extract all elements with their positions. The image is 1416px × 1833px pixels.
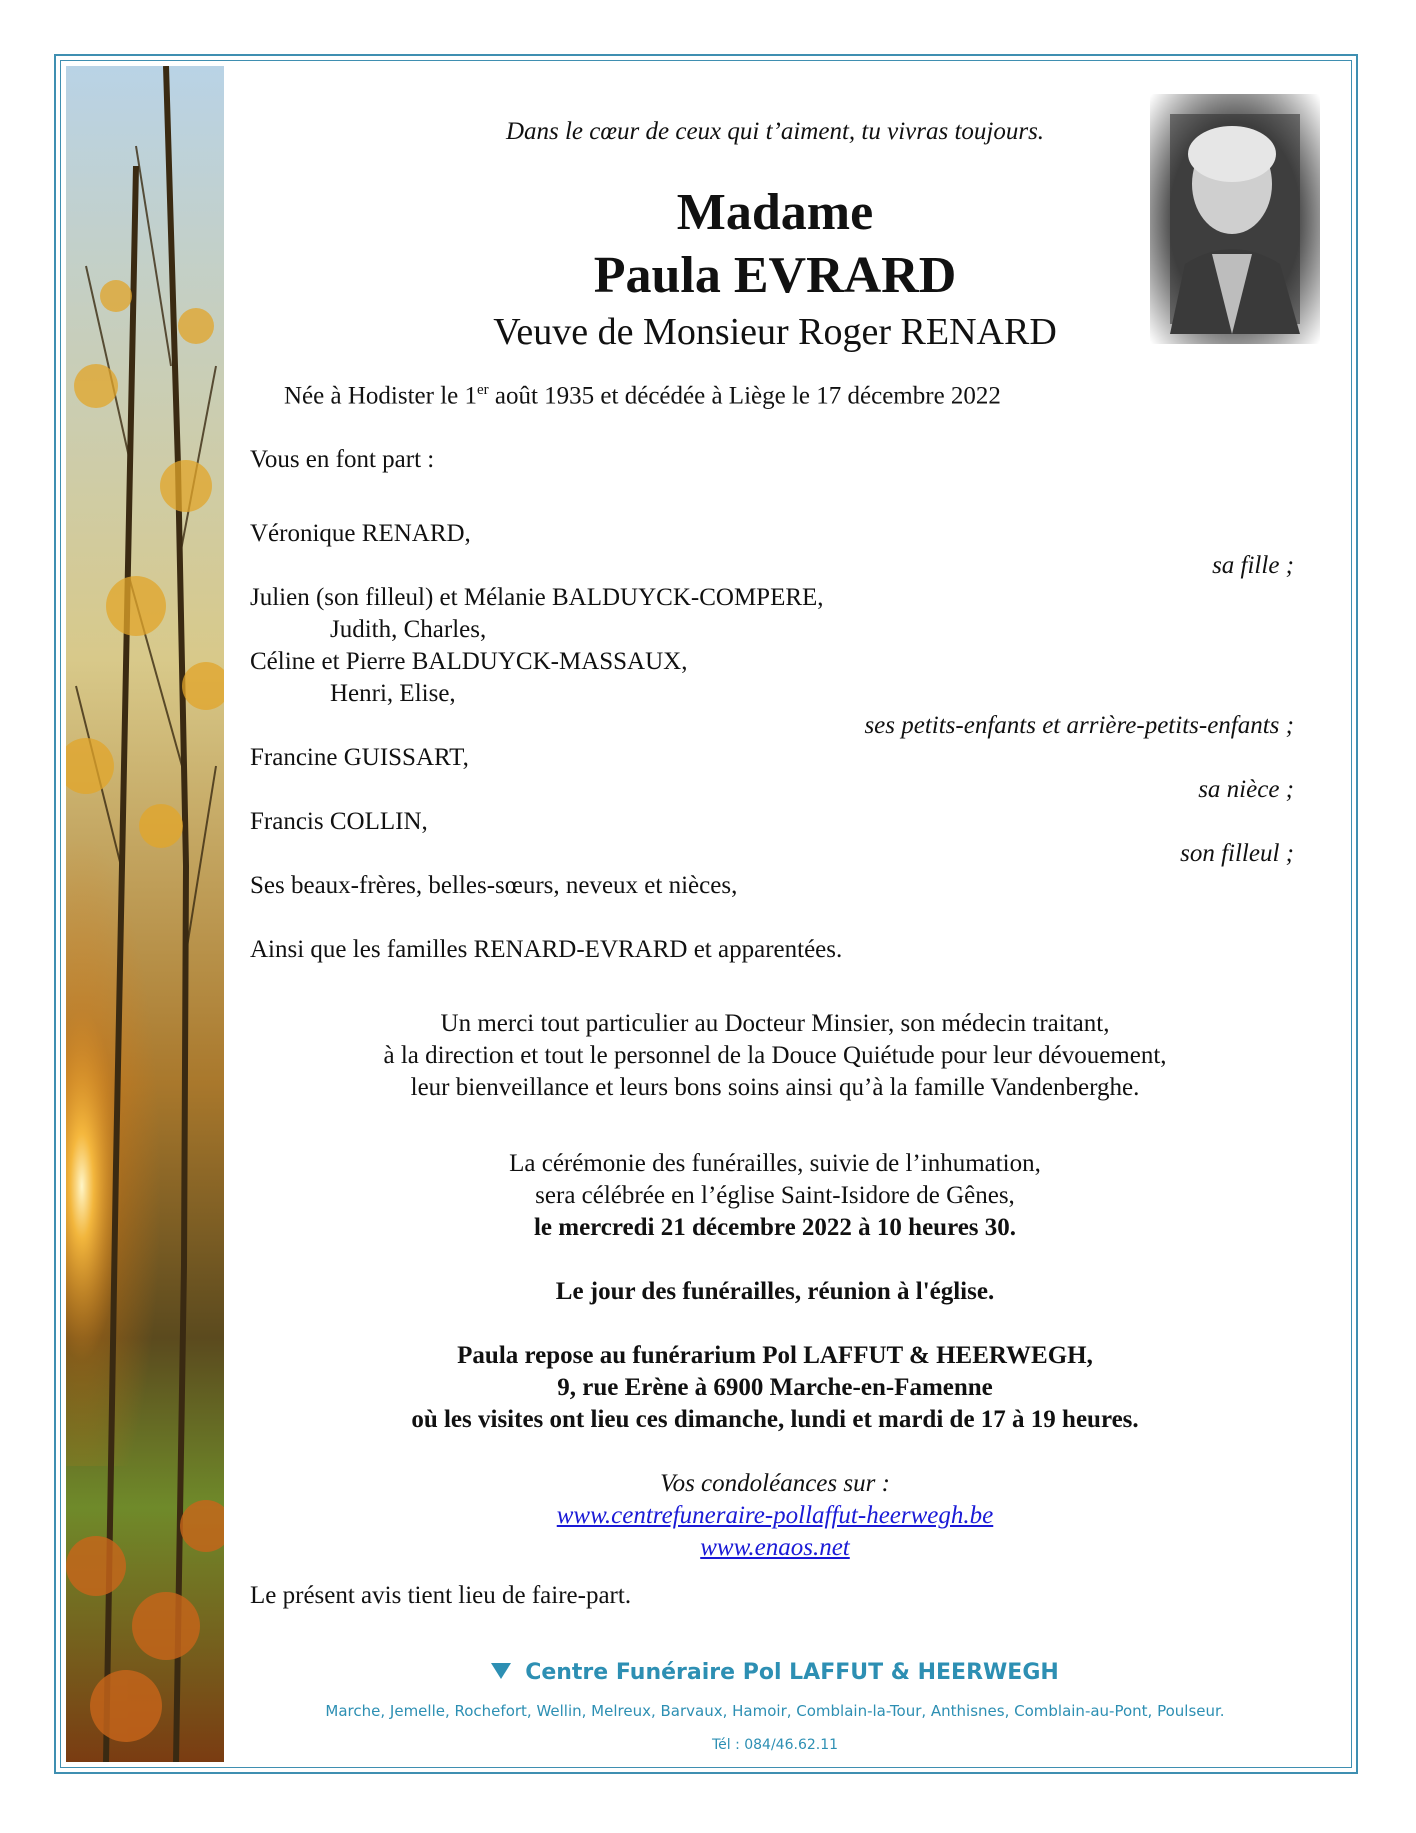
intro-line: Vous en font part : <box>250 446 435 473</box>
relation-petits-enfants: ses petits-enfants et arrière-petits-enfants ; <box>864 712 1294 739</box>
ceremony-line-1: La cérémonie des funérailles, suivie de l’inhumation, <box>509 1150 1041 1177</box>
title-madame: Madame <box>676 184 874 241</box>
family-julien: Julien (son filleul) et Mélanie BALDUYCK-COMPERE, <box>250 584 824 611</box>
autumn-forest-image <box>66 66 224 1762</box>
footer-title <box>250 1660 1300 1685</box>
title-widow: Veuve de Monsieur Roger RENARD <box>493 311 1057 353</box>
footer-tel: Tél : 084/46.62.11 <box>711 1737 839 1753</box>
ceremony-date: le mercredi 21 décembre 2022 à 10 heures 30. <box>533 1214 1017 1241</box>
family-henri: Henri, Elise, <box>330 680 456 707</box>
relation-niece: sa nièce ; <box>1198 776 1294 803</box>
family-francine: Francine GUISSART, <box>250 744 469 771</box>
funerarium-block <box>250 1340 1300 1436</box>
triangle-down-icon <box>491 1663 511 1679</box>
family-judith: Judith, Charles, <box>330 616 487 643</box>
family-familles: Ainsi que les familles RENARD-EVRARD et apparentées. <box>250 936 843 963</box>
birth-sup: er <box>476 382 489 398</box>
condolences-label: Vos condoléances sur : <box>660 1470 890 1497</box>
thanks-line-2: à la direction et tout le personnel de la Douce Quiétude pour leur dévouement, <box>383 1042 1167 1069</box>
thanks-line-1: Un merci tout particulier au Docteur Minsier, son médecin traitant, <box>440 1010 1110 1037</box>
birth-text-1: Née à Hodister le 1 <box>284 382 477 410</box>
reunion-line: Le jour des funérailles, réunion à l'église. <box>555 1278 995 1305</box>
footer-towns: Marche, Jemelle, Rochefort, Wellin, Melreux, Barvaux, Hamoir, Comblain-la-Tour, Anthisnes, Comblain-au-Pont, Poulseur. <box>325 1702 1225 1720</box>
ceremony-line-2: sera célébrée en l’église Saint-Isidore de Gênes, <box>535 1182 1015 1209</box>
funerarium-line-3: où les visites ont lieu ces dimanche, lundi et mardi de 17 à 19 heures. <box>411 1406 1139 1433</box>
title-name: Paula EVRARD <box>593 247 957 304</box>
family-veronique: Véronique RENARD, <box>250 520 471 547</box>
birth-text-2: août 1935 et décédée à Liège le 17 décembre 2022 <box>488 382 1001 410</box>
birth-death-line <box>284 382 1334 410</box>
family-francis: Francis COLLIN, <box>250 808 428 835</box>
thanks-line-3: leur bienveillance et leurs bons soins ainsi qu’à la famille Vandenberghe. <box>410 1074 1140 1101</box>
relation-filleul: son filleul ; <box>1180 840 1294 867</box>
family-beaux: Ses beaux-frères, belles-sœurs, neveux et nièces, <box>250 872 738 899</box>
condolences-link-enaos[interactable]: www.enaos.net <box>700 1534 850 1561</box>
funerarium-line-1: Paula repose au funérarium Pol LAFFUT & HEERWEGH, <box>457 1342 1093 1369</box>
ceremony-block <box>250 1148 1300 1244</box>
funerarium-line-2: 9, rue Erène à 6900 Marche-en-Famenne <box>557 1374 993 1401</box>
condolences-link-centre[interactable]: www.centrefuneraire-pollaffut-heerwegh.be <box>556 1502 994 1529</box>
footer-name: Centre Funéraire Pol LAFFUT & HEERWEGH <box>525 1660 1059 1685</box>
relation-fille: sa fille ; <box>1212 552 1294 579</box>
family-celine: Céline et Pierre BALDUYCK-MASSAUX, <box>250 648 688 675</box>
epigraph: Dans le cœur de ceux qui t’aiment, tu vivras toujours. <box>505 118 1045 145</box>
notice-line: Le présent avis tient lieu de faire-part. <box>250 1582 632 1609</box>
thanks-block <box>250 1008 1300 1104</box>
condolences-block <box>250 1468 1300 1564</box>
